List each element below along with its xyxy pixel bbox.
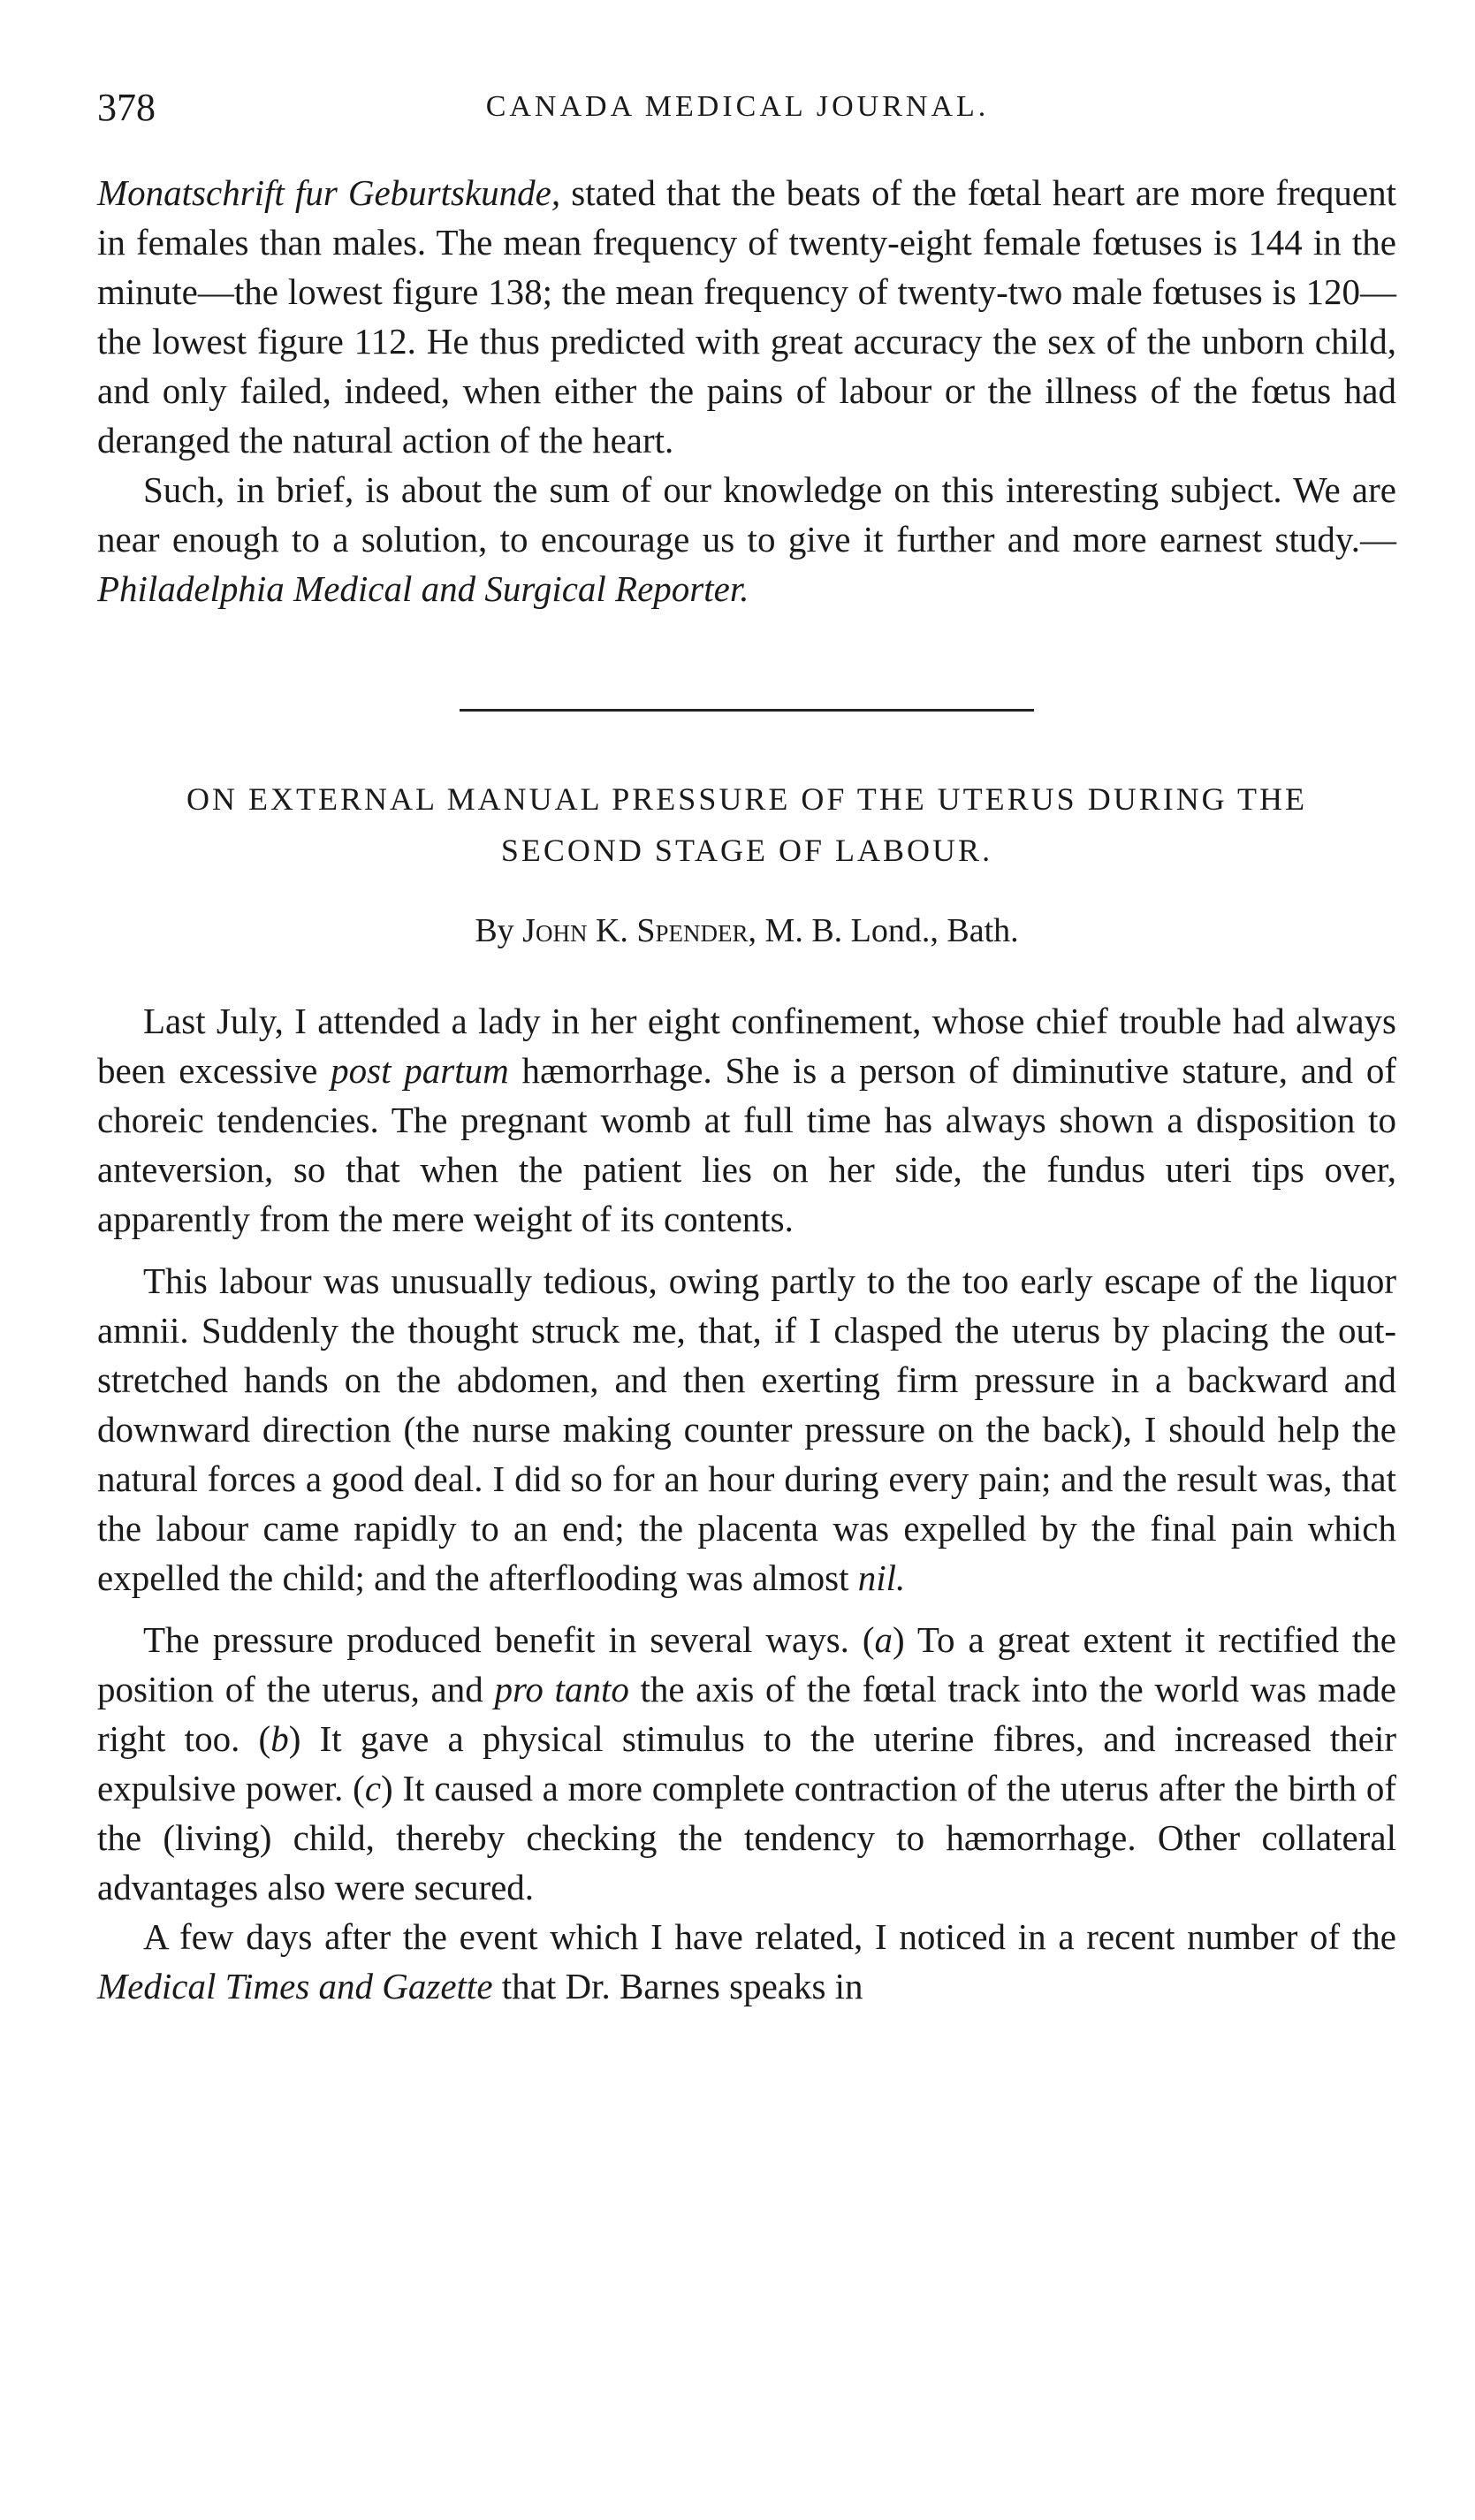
paragraph-text: stated that the beats of the fœtal heart are more frequent in females than males. The mean frequency of twenty-eight female fœtuses is 144 in the minute—the lowest figure 138; the mean frequency of twenty-two male fœtuses is 120—the lowest figure 112. He thus predicted with great accuracy the sex of the unborn child, and only failed, indeed, when either the pains of labour or the illness of the fœtus had deranged the natural action of the heart. — [97, 172, 1396, 461]
paragraph-summary — [97, 465, 1396, 613]
byline-by: By — [475, 912, 523, 949]
paragraph-text: This labour was unusually tedious, owing partly to the too early escape of the liquor amnii. Suddenly the thought struck me, that, if I clasped the uterus by placing the out-stretched hands on the abdomen, and then exerting firm pressure in a backward and downward direction (the nurse making counter pressure on the back), I should help the natural forces a good deal. I did so for an hour during every pain; and the result was, that the labour came rapidly to an end; the placenta was expelled by the final pain which expelled the child; and the afterflooding was almost — [97, 1260, 1396, 1598]
paragraph-text: hæmorrhage. She is a person of diminutive stature, and of choreic tendencies. The pregnant womb at full time has always shown a disposition to anteversion, so that when the patient lies on her side, the fundus uteri tips over, apparently from the mere weight of its contents. — [97, 1050, 1396, 1239]
article-title-line-1: ON EXTERNAL MANUAL PRESSURE OF THE UTERUS DURING THE — [186, 781, 1308, 817]
page-number: 378 — [97, 86, 156, 129]
journal-title-italic: Medical Times and Gazette — [97, 1966, 493, 2006]
paragraph-text: Such, in brief, is about the sum of our knowledge on this interesting subject. We are near enough to a solution, to encourage us to give it further and more earnest study.— — [97, 469, 1396, 560]
list-label-b: b — [270, 1718, 289, 1759]
italic-term: pro tanto — [494, 1669, 629, 1709]
paragraph-text: that Dr. Barnes speaks in — [492, 1966, 863, 2006]
paragraph-text: the axis of the fœtal track into the world was made right too. ( — [97, 1669, 1396, 1759]
paragraph-continuation — [97, 168, 1396, 465]
list-label-c: c — [364, 1768, 382, 1808]
article-title-line-2: SECOND STAGE OF LABOUR. — [500, 833, 993, 868]
byline-credentials: , M. B. Lond., Bath. — [748, 912, 1019, 949]
article-title — [97, 773, 1396, 876]
list-label-a: a — [874, 1619, 893, 1660]
source-citation: Philadelphia Medical and Surgical Reporter. — [97, 568, 749, 609]
paragraph-text: ) It caused a more complete contraction of the uterus after the birth of the (living) child, thereby checking the tendency to hæmorrhage. Other collateral advantages also were secured. — [97, 1768, 1397, 1907]
journal-title-italic: Monatschrift fur Geburtskunde, — [97, 172, 561, 213]
paragraph-text: ) To a great extent it rectified the position of the uterus, and — [97, 1619, 1396, 1709]
article-byline — [97, 906, 1396, 955]
italic-term: post partum — [331, 1050, 509, 1091]
paragraph-text: A few days after the event which I have related, I noticed in a recent number of the — [143, 1916, 1396, 1957]
italic-term: nil. — [857, 1557, 906, 1598]
paragraph-text: The pressure produced benefit in several ways. ( — [143, 1619, 875, 1660]
paragraph-labour — [97, 1256, 1396, 1603]
paragraph-case-intro — [97, 996, 1396, 1244]
byline-author: John K. Spender — [522, 912, 749, 949]
page-header — [97, 85, 1378, 138]
running-head: CANADA MEDICAL JOURNAL. — [485, 90, 990, 123]
page-body — [97, 168, 1396, 2011]
paragraph-barnes — [97, 1912, 1396, 2011]
paragraph-text: Last July, I attended a lady in her eight confinement, whose chief trouble had always been excessive — [97, 1001, 1396, 1091]
section-divider — [460, 709, 1034, 712]
paragraph-text: ) It gave a physical stimulus to the uterine fibres, and increased their expulsive power. ( — [97, 1718, 1397, 1808]
paragraph-benefits — [97, 1615, 1396, 1912]
